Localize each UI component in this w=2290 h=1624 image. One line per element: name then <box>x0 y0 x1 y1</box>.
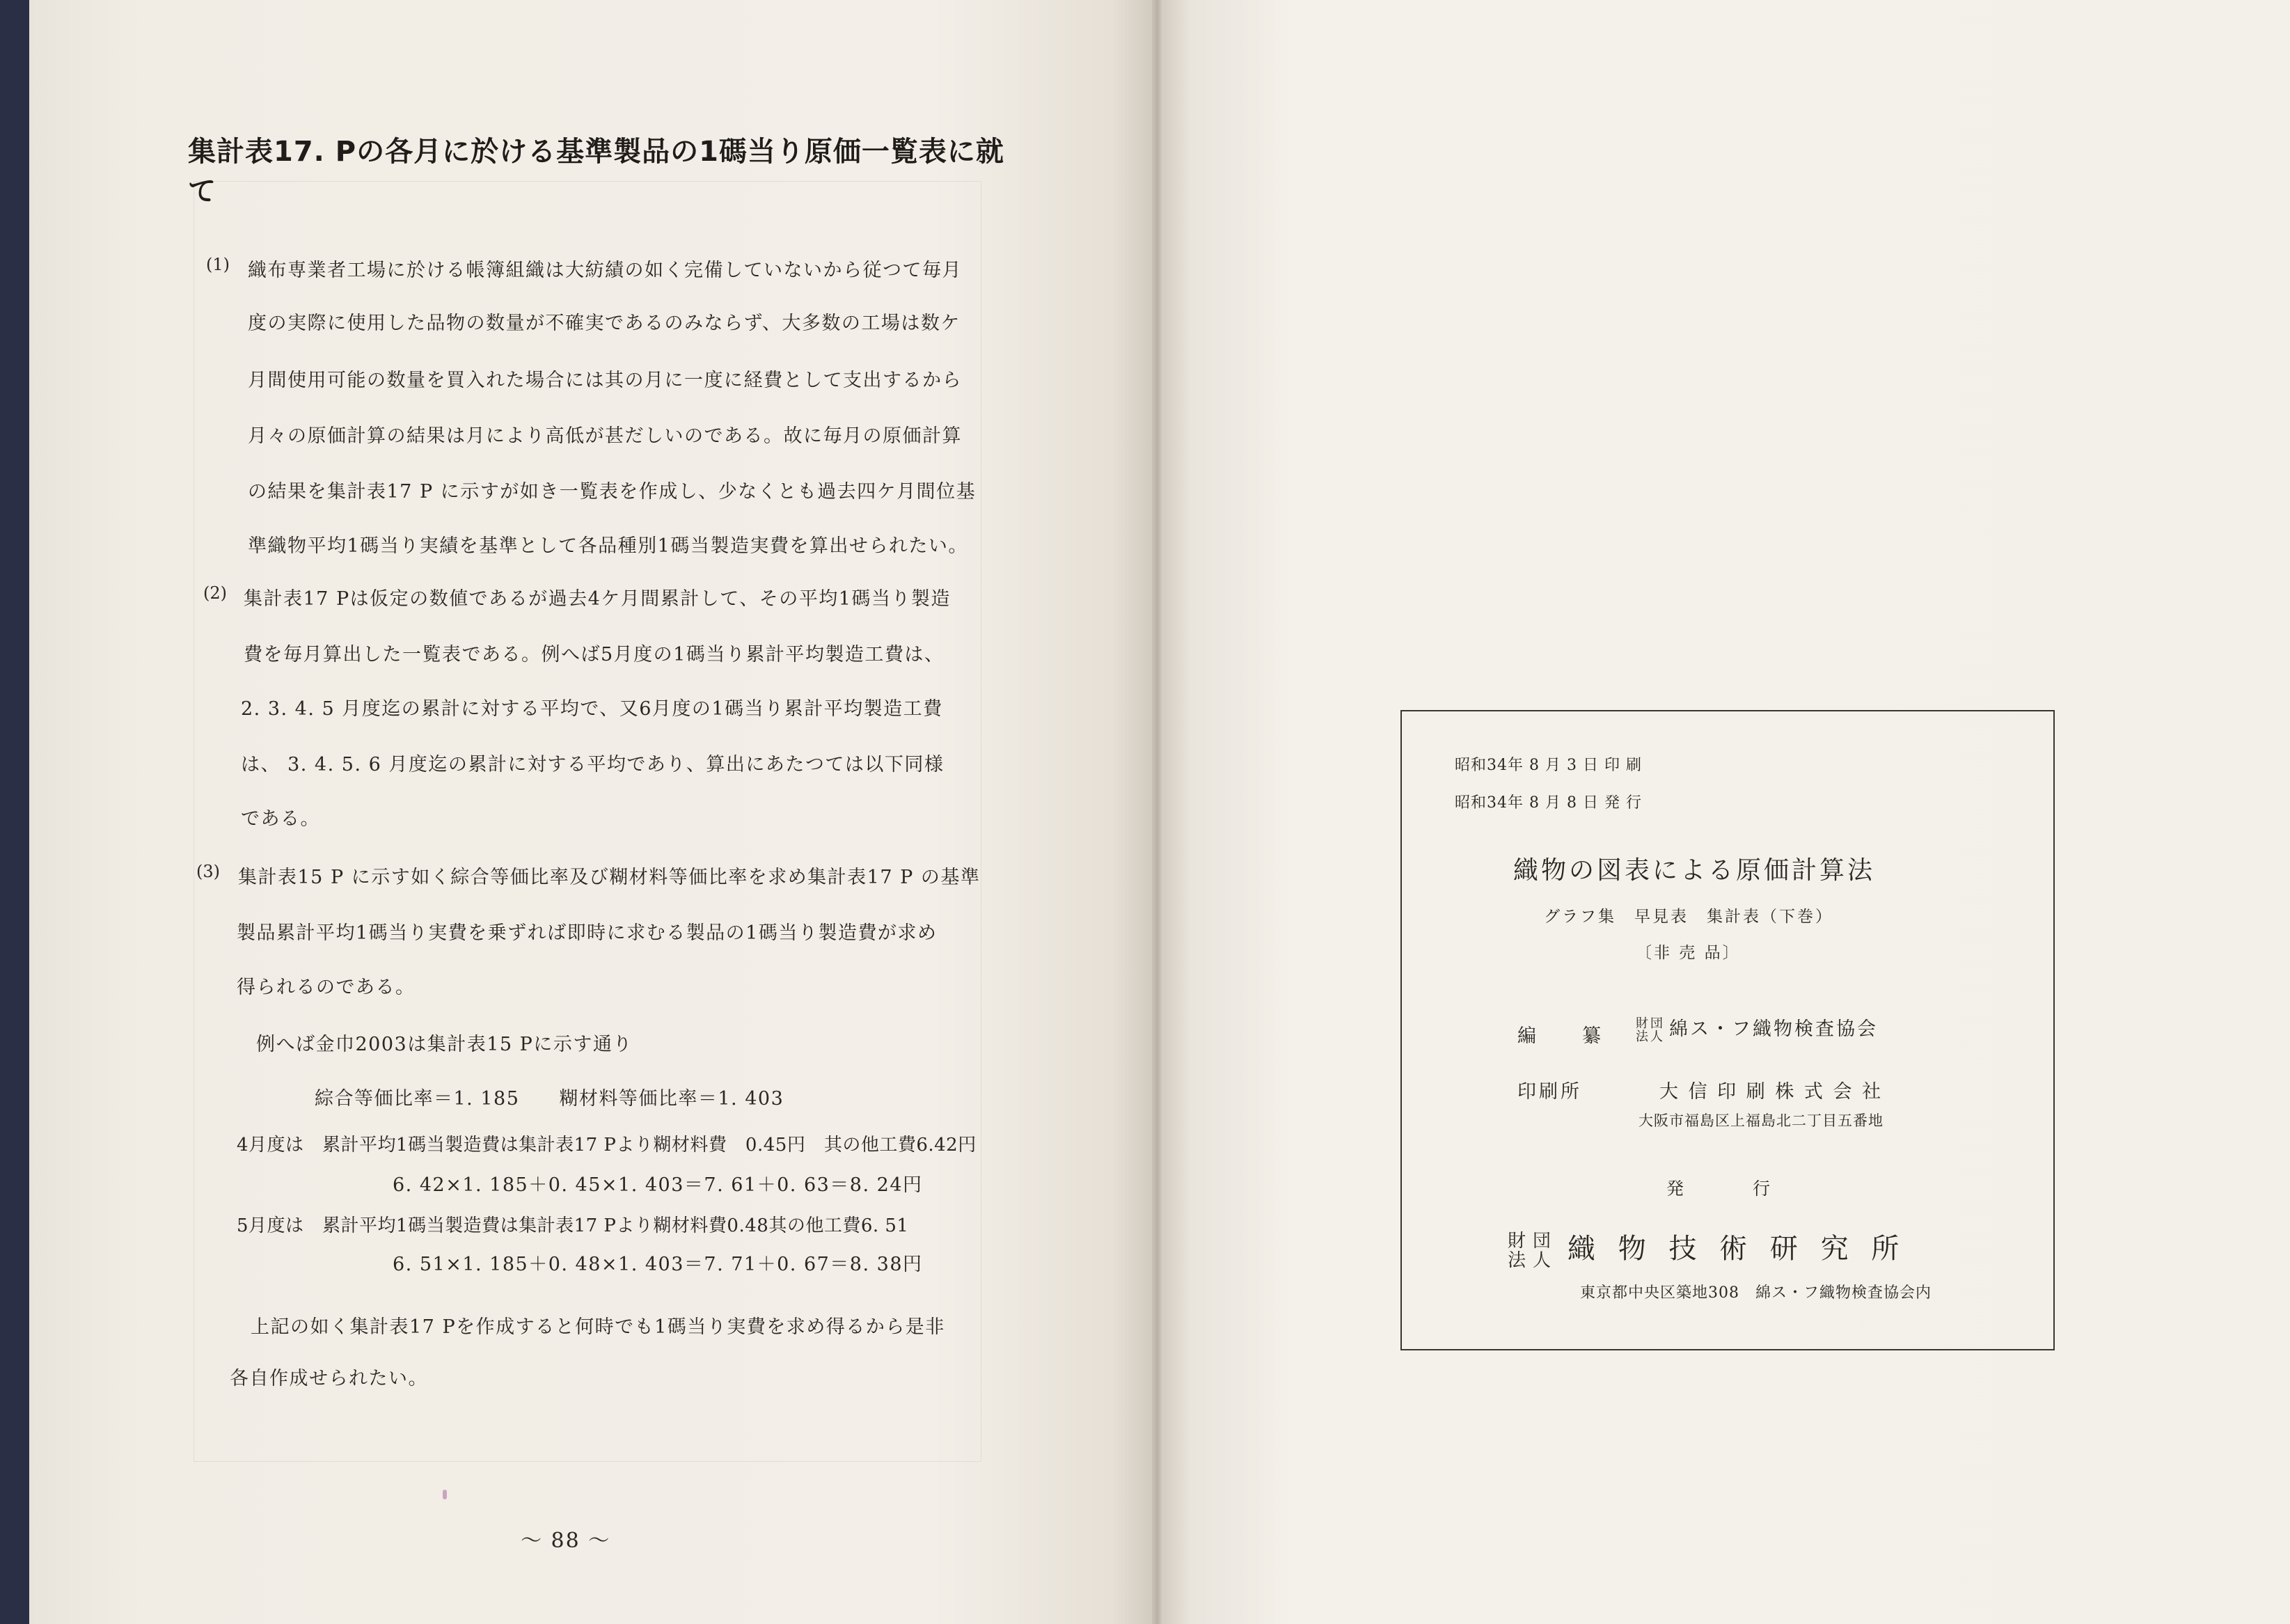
text-line: 集計表15 P に示す如く綜合等価比率及び糊材料等価比率を求め集計表17 P の基準 <box>238 867 981 888</box>
text-line: である。 <box>241 808 320 830</box>
print-date: 昭和34年 8 月 3 日 印 刷 <box>1455 757 1642 774</box>
text-line: 月間使用可能の数量を買入れた場合には其の月に一度に経費として支出するから <box>248 370 962 391</box>
section-marker-1: (1) <box>206 255 230 274</box>
book-gutter <box>1152 0 1163 1624</box>
editor-name: 綿ス・フ織物検査協会 <box>1669 1018 1878 1040</box>
text-line: は、 3. 4. 5. 6 月度迄の累計に対する平均であり、算出にあたつては以下同様 <box>241 754 945 775</box>
foundation-tag: 財団 法人 <box>1636 1016 1665 1044</box>
colophon-box <box>1400 710 2055 1350</box>
closing-line: 各自作成せられたい。 <box>230 1368 428 1389</box>
section-marker-3: (3) <box>196 862 220 881</box>
editor-label: 編 纂 <box>1517 1025 1604 1047</box>
publisher <box>1508 1227 1906 1270</box>
foundation-tag: 財団 法人 <box>1508 1231 1558 1271</box>
printer-address: 大阪市福島区上福島北二丁目五番地 <box>1638 1112 1884 1129</box>
publisher-address: 東京都中央区築地308 綿ス・フ織物検査協会内 <box>1580 1284 1932 1302</box>
example-april-calc: 6. 42×1. 185＋0. 45×1. 403＝7. 61＋0. 63＝8. 24円 <box>393 1174 923 1196</box>
not-for-sale: 〔非 売 品〕 <box>1636 944 1741 962</box>
closing-line: 上記の如く集計表17 Pを作成すると何時でも1碼当り実費を求め得るから是非 <box>251 1316 945 1338</box>
page-heading: 集計表17. Pの各月に於ける基準製品の1碼当り原価一覧表に就て <box>188 136 1004 207</box>
publisher-name: 織 物 技 術 研 究 所 <box>1568 1233 1906 1265</box>
section-marker-2: (2) <box>203 583 227 603</box>
book-subtitle: グラフ集 早見表 集計表（下巻） <box>1544 908 1833 926</box>
book-title: 織物の図表による原価計算法 <box>1513 856 1876 885</box>
text-line: 月々の原価計算の結果は月により高低が甚だしいのである。故に毎月の原価計算 <box>248 425 962 447</box>
publisher-label: 発 行 <box>1666 1178 1775 1199</box>
text-line: 集計表17 Pは仮定の数値であるが過去4ケ月間累計して、その平均1碼当り製造 <box>244 588 951 610</box>
text-line: 織布専業者工場に於ける帳簿組織は大紡績の如く完備していないから従つて毎月 <box>248 260 962 281</box>
text-line: 2. 3. 4. 5 月度迄の累計に対する平均で、又6月度の1碼当り累計平均製造工費 <box>241 698 943 720</box>
text-line: 得られるのである。 <box>237 977 416 998</box>
issue-date: 昭和34年 8 月 8 日 発 行 <box>1455 794 1642 812</box>
text-line: 費を毎月算出した一覧表である。例へば5月度の1碼当り累計平均製造工費は、 <box>244 644 945 665</box>
text-line: 準織物平均1碼当り実績を基準として各品種別1碼当製造実費を算出せられたい。 <box>248 535 968 557</box>
text-line: 製品累計平均1碼当り実費を乗ずれば即時に求むる製品の1碼当り製造費が求め <box>237 922 938 944</box>
example-ratios: 綜合等価比率＝1. 185 糊材料等価比率＝1. 403 <box>315 1088 784 1110</box>
page-number: ～ 88 ～ <box>521 1529 611 1553</box>
printer-name: 大 信 印 刷 株 式 会 社 <box>1659 1081 1884 1103</box>
example-intro: 例へば金巾2003は集計表15 Pに示す通り <box>256 1034 633 1055</box>
example-may-calc: 6. 51×1. 185＋0. 48×1. 403＝7. 71＋0. 67＝8. 38円 <box>393 1254 923 1275</box>
editor <box>1636 1014 1878 1043</box>
text-line: の結果を集計表17 P に示すが如き一覧表を作成し、少なくとも過去四ケ月間位基 <box>248 481 977 503</box>
ink-mark <box>443 1490 447 1499</box>
example-april: 4月度は 累計平均1碼当製造費は集計表17 Pより糊材料費 0.45円 其の他工費6.42円 <box>237 1135 977 1156</box>
text-line: 度の実際に使用した品物の数量が不確実であるのみならず、大多数の工場は数ケ <box>248 313 961 334</box>
example-may: 5月度は 累計平均1碼当製造費は集計表17 Pより糊材料費0.48其の他工費6. 51 <box>237 1215 909 1236</box>
printer-label: 印刷所 <box>1517 1081 1582 1103</box>
